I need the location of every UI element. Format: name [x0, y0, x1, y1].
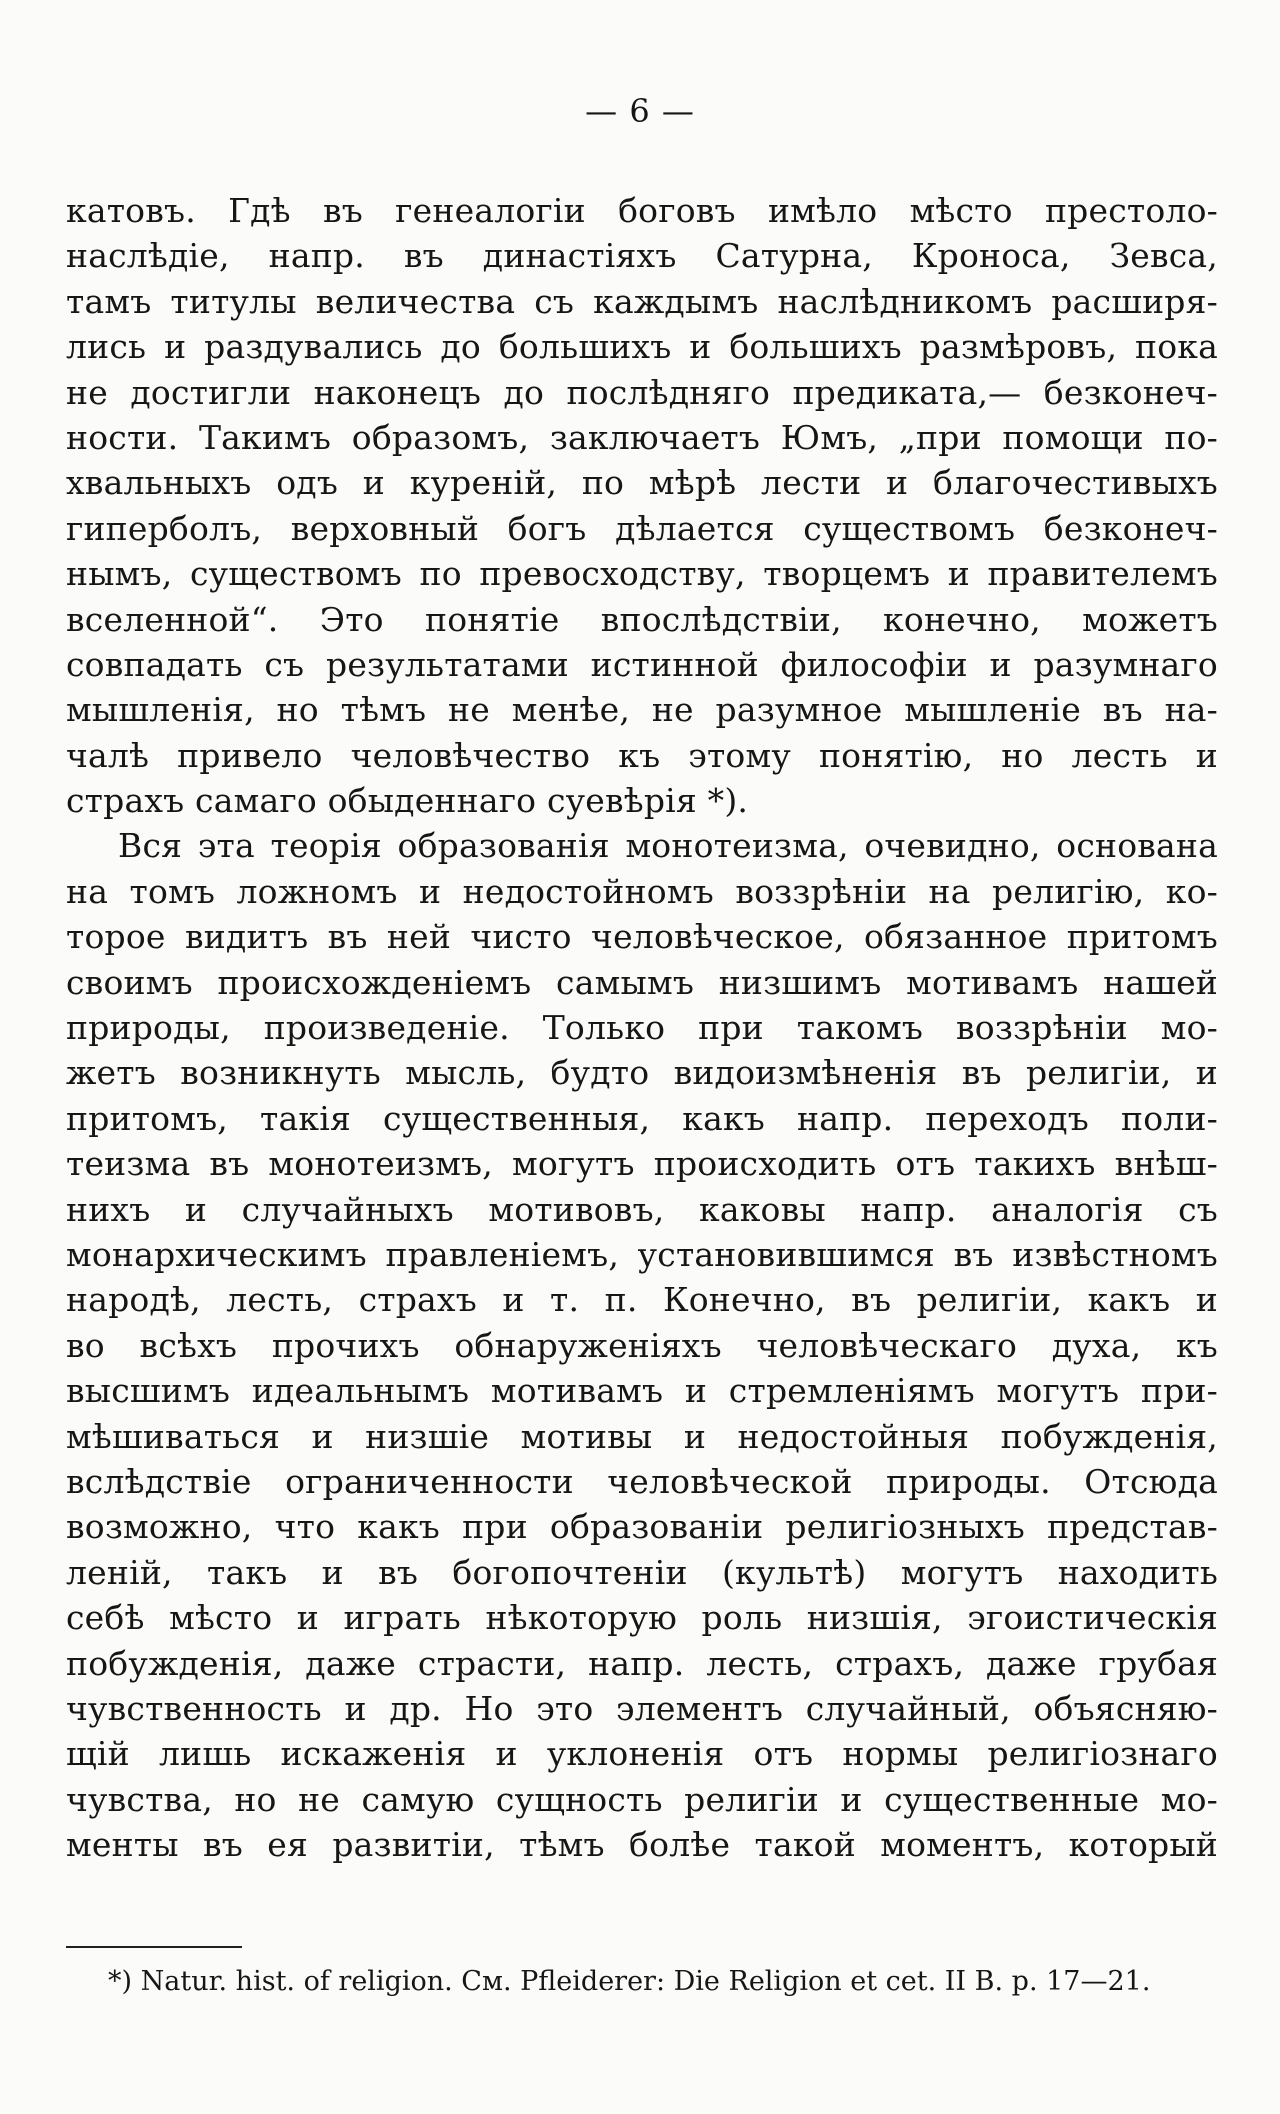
text-line: наслѣдіе, напр. въ династіяхъ Сатурна, Кроноса, Зевса,	[66, 236, 1218, 276]
text-line: гиперболъ, верховный богъ дѣлается существомъ безконеч-	[66, 508, 1218, 548]
text-line: во всѣхъ прочихъ обнаруженіяхъ человѣческаго духа, къ	[66, 1325, 1218, 1365]
footnote: *) Natur. hist. of religion. См. Pfleiderer: Die Religion et cet. II B. p. 17—21.	[108, 1966, 1151, 1997]
text-line: высшимъ идеальнымъ мотивамъ и стремленіямъ могутъ при-	[66, 1371, 1218, 1411]
text-line: катовъ. Гдѣ въ генеалогіи боговъ имѣло мѣсто престоло-	[66, 191, 1218, 230]
text-line: побужденія, даже страсти, напр. лесть, страхъ, даже грубая	[66, 1643, 1218, 1683]
footnote-divider	[66, 1946, 242, 1948]
text-line: щій лишь искаженія и уклоненія отъ нормы религіознаго	[66, 1734, 1218, 1774]
text-line: мышленія, но тѣмъ не менѣе, не разумное мышленіе въ на-	[66, 690, 1218, 730]
text-line: монархическимъ правленіемъ, установившимся въ извѣстномъ	[66, 1234, 1218, 1274]
text-line: жетъ возникнуть мысль, будто видоизмѣненія въ религіи, и	[66, 1053, 1218, 1093]
text-line: своимъ происхожденіемъ самымъ низшимъ мотивамъ нашей	[66, 962, 1218, 1002]
text-line: народѣ, лесть, страхъ и т. п. Конечно, въ религіи, какъ и	[66, 1280, 1218, 1320]
text-line: совпадать съ результатами истинной философіи и разумнаго	[66, 644, 1218, 684]
text-line: нихъ и случайныхъ мотивовъ, каковы напр. аналогія съ	[66, 1189, 1218, 1229]
text-line: притомъ, такія существенныя, какъ напр. переходъ поли-	[66, 1098, 1218, 1138]
text-line: природы, произведеніе. Только при такомъ воззрѣніи мо-	[66, 1008, 1218, 1048]
text-line: чалѣ привело человѣчество къ этому понятію, но лесть и	[66, 735, 1218, 775]
text-line: лись и раздувались до большихъ и большихъ размѣровъ, пока	[66, 327, 1218, 367]
text-line: чувства, но не самую сущность религіи и существенные мо-	[66, 1779, 1218, 1819]
text-line: менты въ ея развитіи, тѣмъ болѣе такой моментъ, который	[66, 1825, 1218, 1865]
text-line: вселенной“. Это понятіе впослѣдствіи, конечно, можетъ	[66, 599, 1218, 639]
page-number: — 6 —	[585, 92, 695, 130]
text-line: хвальныхъ одъ и куреній, по мѣрѣ лести и благочестивыхъ	[66, 463, 1218, 503]
text-line: себѣ мѣсто и играть нѣкоторую роль низшія, эгоистическія	[66, 1598, 1218, 1638]
text-line: на томъ ложномъ и недостойномъ воззрѣніи на религію, ко-	[66, 871, 1218, 911]
text-line: страхъ самаго обыденнаго суевѣрія *).	[66, 781, 749, 821]
text-line: нымъ, существомъ по превосходству, творцемъ и правителемъ	[66, 554, 1218, 594]
text-line: ности. Такимъ образомъ, заключаетъ Юмъ, „при помощи по-	[66, 417, 1218, 457]
paragraph-start-line: Вся эта теорія образованія монотеизма, очевидно, основана	[118, 826, 1218, 866]
text-line: тамъ титулы величества съ каждымъ наслѣдникомъ расширя-	[66, 281, 1218, 321]
text-line: леній, такъ и въ богопочтеніи (культѣ) могутъ находить	[66, 1552, 1218, 1592]
text-line: теизма въ монотеизмъ, могутъ происходить отъ такихъ внѣш-	[66, 1144, 1218, 1184]
text-line: чувственность и др. Но это элементъ случайный, объясняю-	[66, 1688, 1218, 1728]
text-line: не достигли наконецъ до послѣдняго предиката,— безконеч-	[66, 372, 1218, 412]
text-line: торое видитъ въ ней чисто человѣческое, обязанное притомъ	[66, 917, 1218, 957]
text-line: вслѣдствіе ограниченности человѣческой природы. Отсюда	[66, 1461, 1218, 1501]
text-line: возможно, что какъ при образованіи религіозныхъ представ-	[66, 1507, 1218, 1547]
main-text	[66, 188, 1218, 1867]
text-line: мѣшиваться и низшіе мотивы и недостойныя побужденія,	[66, 1416, 1218, 1456]
